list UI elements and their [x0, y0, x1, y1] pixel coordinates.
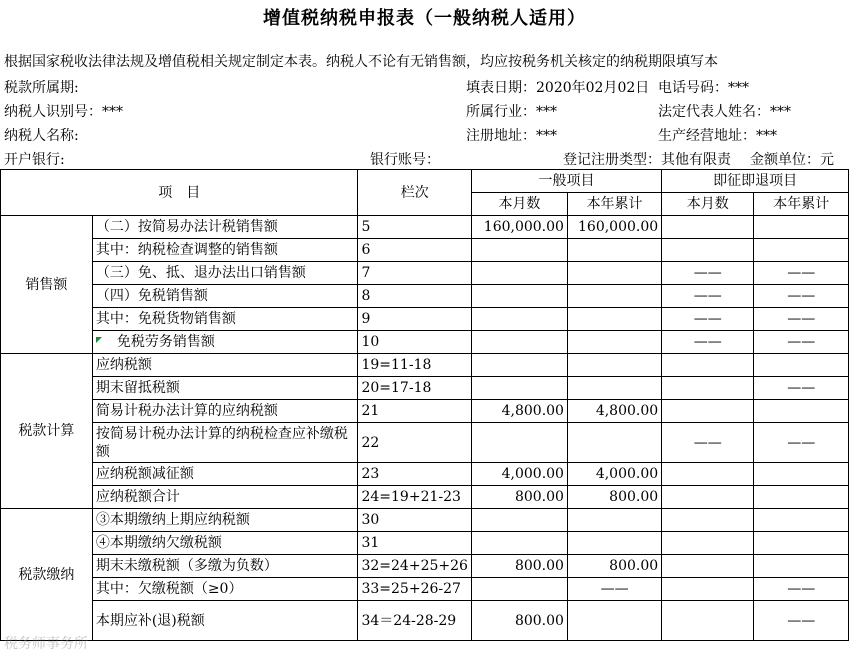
legal-rep: 法定代表人姓名：*** [658, 104, 791, 120]
refund-month[interactable] [662, 601, 754, 641]
row-item: 其中：欠缴税额（≥0） [92, 578, 358, 601]
general-month[interactable] [471, 239, 567, 262]
refund-month[interactable]: —— [662, 262, 754, 285]
table-row [1, 285, 849, 308]
row-item: ③本期缴纳上期应纳税额 [92, 509, 358, 532]
fill-date: 填表日期：2020年02月02日 [466, 80, 650, 96]
refund-month[interactable] [662, 509, 754, 532]
general-year[interactable] [567, 331, 661, 354]
table-row [1, 601, 849, 641]
general-month[interactable]: 4,000.00 [471, 463, 567, 486]
refund-year[interactable]: —— [754, 285, 849, 308]
general-month[interactable] [471, 262, 567, 285]
row-line: 8 [358, 285, 471, 308]
refund-month[interactable] [662, 486, 754, 509]
table-row [1, 555, 849, 578]
general-month[interactable]: 4,800.00 [471, 400, 567, 423]
refund-month[interactable] [662, 354, 754, 377]
refund-year[interactable] [754, 216, 849, 239]
refund-year[interactable]: —— [754, 262, 849, 285]
reg-address: 注册地址：*** [466, 128, 557, 144]
taxpayer-id: 纳税人识别号：*** [4, 104, 123, 120]
row-item: 本期应补(退)税额 [92, 601, 358, 641]
refund-month[interactable] [662, 578, 754, 601]
header-general-year: 本年累计 [567, 193, 661, 216]
table-row [1, 423, 849, 463]
general-month[interactable]: 800.00 [471, 601, 567, 641]
phone: 电话号码：*** [658, 80, 749, 96]
general-year[interactable] [567, 601, 661, 641]
table-row [1, 239, 849, 262]
general-month[interactable]: 800.00 [471, 486, 567, 509]
general-year[interactable] [567, 285, 661, 308]
header-general-month: 本月数 [471, 193, 567, 216]
unit: 金额单位：元 [750, 152, 834, 168]
table-row [1, 486, 849, 509]
row-line: 34＝24-28-29 [358, 601, 471, 641]
refund-month[interactable] [662, 532, 754, 555]
table-row [1, 578, 849, 601]
header-item: 项 目 [1, 170, 358, 216]
general-month[interactable]: 160,000.00 [471, 216, 567, 239]
row-item: 按简易计税办法计算的纳税检查应补缴税额 [92, 423, 358, 463]
row-item: 其中：纳税检查调整的销售额 [92, 239, 358, 262]
refund-month[interactable] [662, 555, 754, 578]
header-refund-month: 本月数 [662, 193, 754, 216]
row-line: 22 [358, 423, 471, 463]
form-title: 增值税纳税申报表（一般纳税人适用） [263, 8, 586, 29]
row-line: 33=25+26-27 [358, 578, 471, 601]
biz-address: 生产经营地址：*** [658, 128, 777, 144]
header-refund: 即征即退项目 [662, 170, 849, 193]
general-year[interactable]: —— [567, 578, 661, 601]
row-line: 5 [358, 216, 471, 239]
table-row [1, 463, 849, 486]
row-item: （四）免税销售额 [92, 285, 358, 308]
general-month[interactable] [471, 423, 567, 463]
section-label: 税款计算 [1, 354, 93, 509]
refund-year[interactable] [754, 400, 849, 423]
general-year[interactable] [567, 509, 661, 532]
row-item: ④本期缴纳欠缴税额 [92, 532, 358, 555]
row-line: 31 [358, 532, 471, 555]
row-item: 应纳税额 [92, 354, 358, 377]
refund-year[interactable]: —— [754, 601, 849, 641]
table-row [1, 216, 849, 239]
row-line: 30 [358, 509, 471, 532]
row-item: 应纳税额减征额 [92, 463, 358, 486]
row-line: 24=19+21-23 [358, 486, 471, 509]
refund-month[interactable] [662, 400, 754, 423]
refund-month[interactable]: —— [662, 308, 754, 331]
bank: 开户银行: [4, 152, 65, 168]
reg-type: 登记注册类型：其他有限责 [563, 152, 731, 168]
refund-month[interactable]: —— [662, 423, 754, 463]
refund-year[interactable]: —— [754, 377, 849, 400]
general-year[interactable] [567, 262, 661, 285]
refund-year[interactable] [754, 239, 849, 262]
intro-text: 根据国家税收法律法规及增值税相关规定制定本表。纳税人不论有无销售额，均应按税务机关核定的纳税期限填写本 [4, 54, 718, 70]
refund-month[interactable] [662, 377, 754, 400]
table-row [1, 262, 849, 285]
general-year[interactable] [567, 239, 661, 262]
refund-month[interactable] [662, 463, 754, 486]
header-refund-year: 本年累计 [754, 193, 849, 216]
row-line: 7 [358, 262, 471, 285]
refund-year[interactable]: —— [754, 423, 849, 463]
row-line: 32=24+25+26 [358, 555, 471, 578]
general-year[interactable] [567, 423, 661, 463]
table-row [1, 400, 849, 423]
refund-year[interactable] [754, 532, 849, 555]
row-item: （三）免、抵、退办法出口销售额 [92, 262, 358, 285]
general-month[interactable] [471, 509, 567, 532]
general-year[interactable]: 4,800.00 [567, 400, 661, 423]
refund-month[interactable]: —— [662, 285, 754, 308]
refund-month[interactable]: —— [662, 331, 754, 354]
refund-year[interactable] [754, 509, 849, 532]
row-item: 其中：免税货物销售额 [92, 308, 358, 331]
row-line: 9 [358, 308, 471, 331]
row-line: 20=17-18 [358, 377, 471, 400]
general-month[interactable] [471, 578, 567, 601]
row-line: 6 [358, 239, 471, 262]
general-month[interactable] [471, 308, 567, 331]
table-row [1, 331, 849, 354]
refund-year[interactable] [754, 463, 849, 486]
row-item: 免税劳务销售额 [92, 331, 358, 354]
row-item: （二）按简易办法计税销售额 [92, 216, 358, 239]
general-month[interactable] [471, 331, 567, 354]
general-month[interactable] [471, 285, 567, 308]
general-year[interactable] [567, 308, 661, 331]
refund-month[interactable] [662, 239, 754, 262]
header-line: 栏次 [358, 170, 471, 216]
account: 银行账号： [370, 152, 440, 168]
taxpayer-name: 纳税人名称: [4, 128, 79, 144]
general-year[interactable] [567, 532, 661, 555]
refund-year[interactable] [754, 354, 849, 377]
industry: 所属行业：*** [466, 104, 557, 120]
section-label: 税款缴纳 [1, 509, 93, 641]
general-month[interactable] [471, 377, 567, 400]
cell-marker [96, 337, 102, 343]
general-year[interactable]: 160,000.00 [567, 216, 661, 239]
row-item: 简易计税办法计算的应纳税额 [92, 400, 358, 423]
general-month[interactable] [471, 354, 567, 377]
table-row [1, 377, 849, 400]
row-line: 23 [358, 463, 471, 486]
general-month[interactable]: 800.00 [471, 555, 567, 578]
refund-month[interactable] [662, 216, 754, 239]
general-year[interactable] [567, 354, 661, 377]
table-row [1, 532, 849, 555]
refund-year[interactable]: —— [754, 578, 849, 601]
general-month[interactable] [471, 532, 567, 555]
row-line: 19=11-18 [358, 354, 471, 377]
period-label: 税款所属期: [4, 80, 79, 96]
row-line: 21 [358, 400, 471, 423]
row-item: 期末留抵税额 [92, 377, 358, 400]
section-label: 销售额 [1, 216, 93, 354]
refund-year[interactable]: —— [754, 331, 849, 354]
table-row [1, 308, 849, 331]
watermark: 税务师事务所 [4, 636, 88, 652]
general-year[interactable] [567, 377, 661, 400]
refund-year[interactable]: —— [754, 308, 849, 331]
table-row [1, 354, 849, 377]
refund-year[interactable] [754, 486, 849, 509]
general-year[interactable]: 4,000.00 [567, 463, 661, 486]
header-general: 一般项目 [471, 170, 661, 193]
row-item: 应纳税额合计 [92, 486, 358, 509]
general-year[interactable]: 800.00 [567, 555, 661, 578]
refund-year[interactable] [754, 555, 849, 578]
table-row [1, 509, 849, 532]
row-line: 10 [358, 331, 471, 354]
general-year[interactable]: 800.00 [567, 486, 661, 509]
tax-return-table [0, 169, 849, 641]
row-item: 期末未缴税额（多缴为负数） [92, 555, 358, 578]
